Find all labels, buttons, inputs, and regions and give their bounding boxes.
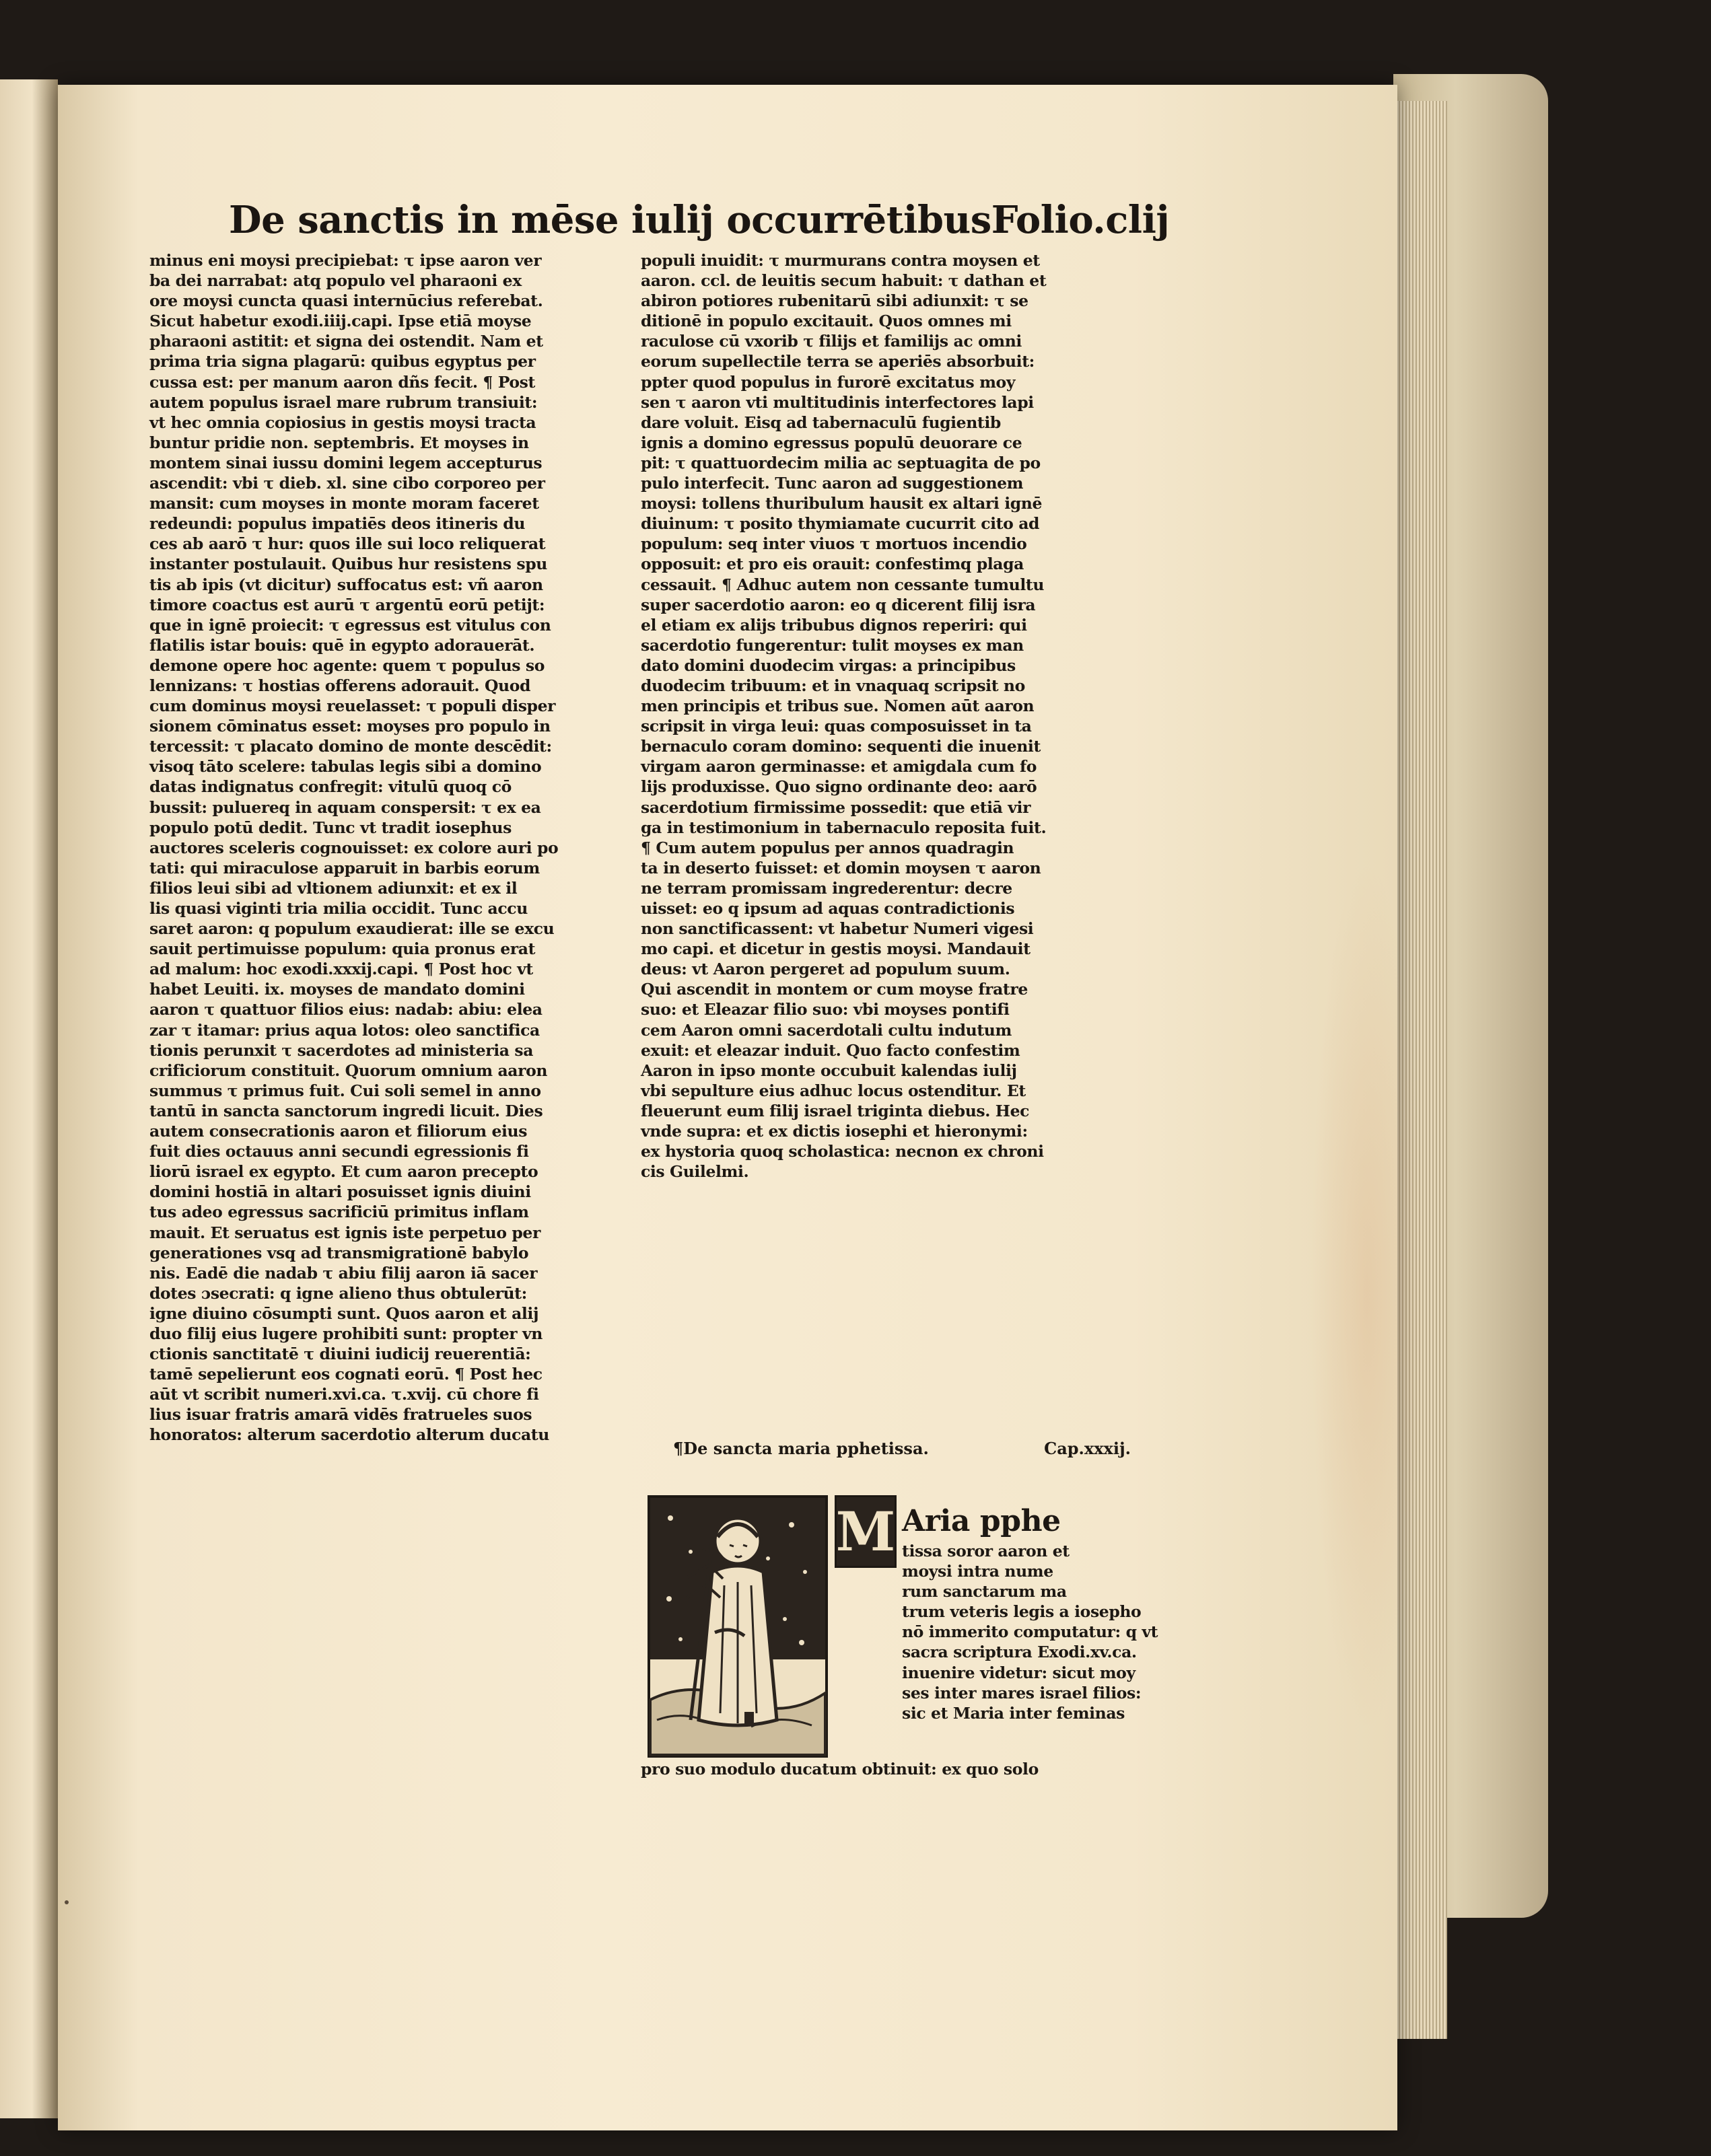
text-line: ditionē in populo excitauit. Quos omnes mi bbox=[641, 312, 1012, 331]
text-line: nis. Eadē die nadab τ abiu filij aaron iā sacer bbox=[149, 1263, 538, 1283]
margin-dot bbox=[65, 1900, 69, 1904]
text-line: igne diuino cōsumpti sunt. Quos aaron et alij bbox=[149, 1303, 539, 1323]
text-line: populum: seq inter viuos τ mortuos incendio bbox=[641, 534, 1027, 554]
text-line: cis Guilelmi. bbox=[641, 1162, 749, 1182]
initial-letter: M bbox=[835, 1500, 896, 1563]
text-line: super sacerdotio aaron: eo q dicerent filij isra bbox=[641, 595, 1036, 614]
text-line: mansit: cum moyses in monte moram faceret bbox=[149, 494, 539, 513]
text-line: sauit pertimuisse populum: quia pronus erat bbox=[149, 939, 536, 959]
text-line: que in ignē proiecit: τ egressus est vitulus con bbox=[149, 615, 551, 635]
text-line: autem consecrationis aaron et filiorum eius bbox=[149, 1122, 528, 1141]
text-line: fleuerunt eum filij israel triginta diebus. Hec bbox=[641, 1101, 1030, 1120]
text-line: lis quasi viginti tria milia occidit. Tunc accu bbox=[149, 899, 528, 918]
text-line: ta in deserto fuisset: et domin moysen τ aaron bbox=[641, 858, 1041, 877]
text-line: vt hec omnia copiosius in gestis moysi tracta bbox=[149, 412, 536, 432]
text-line: mauit. Et seruatus est ignis iste perpetuo per bbox=[149, 1223, 540, 1242]
text-line: fuit dies octauus anni secundi egressionis fi bbox=[149, 1142, 529, 1161]
text-line: moysi: tollens thuribulum hausit ex altari ignē bbox=[641, 494, 1043, 513]
text-line: dotes ɔsecrati: q igne alieno thus obtulerūt: bbox=[149, 1283, 527, 1303]
text-line: pit: τ quattuordecim milia ac septuagita de po bbox=[641, 453, 1041, 472]
text-line: habet Leuiti. ix. moyses de mandato domini bbox=[149, 980, 525, 999]
text-line: vbi sepulture eius adhuc locus ostenditur. Et bbox=[641, 1081, 1026, 1100]
chapter-text-line: tissa soror aaron et bbox=[902, 1542, 1070, 1560]
text-line: uisset: eo q ipsum ad aquas contradictionis bbox=[641, 899, 1015, 918]
chapter-text-line: trum veteris legis a iosepho bbox=[902, 1602, 1142, 1622]
text-line: duo filij eius lugere prohibiti sunt: propter vn bbox=[149, 1324, 543, 1343]
text-line: ctionis sanctitatē τ diuini iudicij reuerentiā: bbox=[149, 1344, 531, 1364]
text-line: men principis et tribus sue. Nomen aūt aaron bbox=[641, 696, 1035, 716]
text-line: bussit: puluereq in aquam conspersit: τ ex ea bbox=[149, 797, 541, 817]
chapter-text-line: ses inter mares israel filios: bbox=[902, 1683, 1142, 1702]
text-line: auctores sceleris cognouisset: ex colore auri po bbox=[149, 838, 559, 857]
text-line: vnde supra: et ex dictis iosephi et hieronymi: bbox=[641, 1122, 1028, 1141]
text-line: duodecim tribuum: et in vnaquaq scripsit no bbox=[641, 676, 1025, 695]
text-line: ore moysi cuncta quasi internūcius referebat. bbox=[149, 291, 543, 311]
text-line: eorum supellectile terra se aperiēs absorbuit: bbox=[641, 352, 1035, 371]
text-line: liorū israel ex egypto. Et cum aaron precepto bbox=[149, 1162, 538, 1182]
text-line: summus τ primus fuit. Cui soli semel in anno bbox=[149, 1081, 541, 1100]
text-line: ga in testimonium in tabernaculo reposita fuit. bbox=[641, 818, 1047, 837]
text-line: tati: qui miraculose apparuit in barbis eorum bbox=[149, 858, 540, 877]
text-line: autem populus israel mare rubrum transiuit: bbox=[149, 392, 538, 412]
chapter-number: Cap.xxxij. bbox=[1044, 1438, 1131, 1458]
text-line: raculose cū vxorib τ filijs et familijs ac omni bbox=[641, 332, 1022, 351]
chapter-text-line: pro suo modulo ducatum obtinuit: ex quo solo bbox=[641, 1760, 1039, 1778]
text-line: ad malum: hoc exodi.xxxij.capi. ¶ Post hoc vt bbox=[149, 960, 533, 979]
chapter-heading bbox=[673, 1436, 1131, 1460]
text-line: sacerdotio fungerentur: tulit moyses ex man bbox=[641, 635, 1024, 655]
text-line: populo potū dedit. Tunc vt tradit iosephus bbox=[149, 818, 512, 837]
text-line: opposuit: et pro eis orauit: confestimq plaga bbox=[641, 554, 1024, 574]
chapter-text-line: sic et Maria inter feminas bbox=[902, 1703, 1125, 1723]
woodcut-illustration bbox=[648, 1495, 828, 1758]
text-line: tamē sepelierunt eos cognati eorū. ¶ Post hec bbox=[149, 1365, 543, 1384]
left-text-column bbox=[149, 250, 626, 1445]
text-line: suo: et Eleazar filio suo: vbi moyses pontifi bbox=[641, 1000, 1010, 1019]
text-line: el etiam ex alijs tribubus dignos reperiri: qui bbox=[641, 615, 1027, 635]
text-line: cessauit. ¶ Adhuc autem non cessante tumultu bbox=[641, 575, 1045, 594]
chapter-text-line: moysi intra nume bbox=[902, 1562, 1053, 1581]
woodcut-saint-icon bbox=[650, 1498, 825, 1755]
text-line: aaron. ccl. de leuitis secum habuit: τ dathan et bbox=[641, 271, 1047, 291]
text-line: ascendit: vbi τ dieb. xl. sine cibo corporeo per bbox=[149, 474, 545, 493]
left-page-edge bbox=[0, 79, 58, 2118]
page-stain bbox=[1310, 859, 1424, 1733]
text-line: lennizans: τ hostias offerens adorauit. Quod bbox=[149, 676, 531, 695]
text-line: ba dei narrabat: atq populo vel pharaoni ex bbox=[149, 271, 522, 291]
text-line: cem Aaron omni sacerdotali cultu indutum bbox=[641, 1020, 1012, 1040]
text-line: virgam aaron germinasse: et amigdala cum fo bbox=[641, 757, 1037, 777]
text-line: populi inuidit: τ murmurans contra moysen et bbox=[641, 251, 1040, 270]
text-line: mo capi. et dicetur in gestis moysi. Mandauit bbox=[641, 939, 1031, 959]
text-line: dato domini duodecim virgas: a principibus bbox=[641, 655, 1016, 675]
right-text-column bbox=[641, 250, 1132, 1182]
chapter-text-line: sacra scriptura Exodi.xv.ca. bbox=[902, 1643, 1137, 1662]
text-line: prima tria signa plagarū: quibus egyptus per bbox=[149, 352, 536, 371]
text-line: generationes vsq ad transmigrationē babylo bbox=[149, 1243, 529, 1262]
text-line: tus adeo egressus sacrificiū primitus inflam bbox=[149, 1202, 529, 1222]
decorated-initial bbox=[835, 1495, 897, 1568]
text-line: exuit: et eleazar induit. Quo facto confestim bbox=[641, 1040, 1020, 1060]
text-line: tis ab ipis (vt dicitur) suffocatus est: vñ aaron bbox=[149, 575, 543, 594]
text-line: timore coactus est aurū τ argentū eorū petijt: bbox=[149, 595, 545, 614]
text-line: demone opere hoc agente: quem τ populus so bbox=[149, 655, 545, 675]
text-line: ne terram promissam ingrederentur: decre bbox=[641, 878, 1012, 898]
chapter-title: ¶De sancta maria pphetissa. bbox=[673, 1438, 929, 1458]
text-line: flatilis istar bouis: quē in egypto adorauerāt. bbox=[149, 635, 535, 655]
text-line: crificiorum constituit. Quorum omnium aaron bbox=[149, 1061, 548, 1080]
folio-number: Folio.clij bbox=[991, 198, 1170, 242]
text-line: Aaron in ipso monte occubuit kalendas iulij bbox=[641, 1061, 1017, 1080]
text-line: pulo interfecit. Tunc aaron ad suggestionem bbox=[641, 474, 1024, 493]
text-line: aūt vt scribit numeri.xvi.ca. τ.xvij. cū chore fi bbox=[149, 1385, 539, 1404]
text-line: diuinum: τ posito thymiamate cucurrit cito ad bbox=[641, 514, 1040, 534]
text-line: minus eni moysi precipiebat: τ ipse aaron ver bbox=[149, 251, 542, 270]
text-line: bernaculo coram domino: sequenti die inuenit bbox=[641, 737, 1041, 756]
text-line: ppter quod populus in furorē excitatus moy bbox=[641, 372, 1016, 392]
text-line: ex hystoria quoq scholastica: necnon ex chroni bbox=[641, 1142, 1044, 1161]
text-line: ignis a domino egressus populū deuorare ce bbox=[641, 433, 1022, 452]
chapter-text-line: inuenire videtur: sicut moy bbox=[902, 1663, 1136, 1682]
text-line: buntur pridie non. septembris. Et moyses in bbox=[149, 433, 529, 452]
text-line: cum dominus moysi reuelasset: τ populi disper bbox=[149, 696, 556, 716]
chapter-text-line: nō immerito computatur: q vt bbox=[902, 1622, 1158, 1642]
text-line: instanter postulauit. Quibus hur resistens spu bbox=[149, 554, 547, 574]
text-line: sionem cōminatus esset: moyses pro populo in bbox=[149, 717, 551, 736]
text-line: redeundi: populus impatiēs deos itineris du bbox=[149, 514, 525, 534]
text-line: filios leui sibi ad vltionem adiunxit: et ex il bbox=[149, 878, 518, 898]
text-line: saret aaron: q populum exaudierat: ille se excu bbox=[149, 919, 555, 939]
text-line: domini hostiā in altari posuisset ignis diuini bbox=[149, 1182, 531, 1202]
text-line: dare voluit. Eisq ad tabernaculū fugientib bbox=[641, 412, 1001, 432]
text-line: ces ab aarō τ hur: quos ille sui loco reliquerat bbox=[149, 534, 546, 554]
chapter-first-line: Aria pphe bbox=[902, 1504, 1061, 1538]
text-line: deus: vt Aaron pergeret ad populum suum. bbox=[641, 960, 1010, 979]
text-line: aaron τ quattuor filios eius: nadab: abiu: elea bbox=[149, 1000, 543, 1019]
text-line: montem sinai iussu domini legem accepturus bbox=[149, 453, 543, 472]
text-line: tantū in sancta sanctorum ingredi licuit. Dies bbox=[149, 1101, 543, 1120]
running-head-title: De sanctis in mēse iulij occurrētibus bbox=[229, 198, 991, 242]
chapter-text-line: rum sanctarum ma bbox=[902, 1582, 1067, 1602]
text-line: sen τ aaron vti multitudinis interfectores lapi bbox=[641, 392, 1034, 412]
text-line: tercessit: τ placato domino de monte descēdit: bbox=[149, 737, 552, 756]
text-line: honoratos: alterum sacerdotio alterum ducatu bbox=[149, 1425, 549, 1445]
chapter-text-below bbox=[641, 1759, 1132, 1779]
text-line: zar τ itamar: prius aqua lotos: oleo sanctifica bbox=[149, 1020, 540, 1040]
text-line: tionis perunxit τ sacerdotes ad ministeria sa bbox=[149, 1040, 534, 1060]
text-line: pharaoni astitit: et signa dei ostendit. Nam et bbox=[149, 332, 543, 351]
text-line: ¶ Cum autem populus per annos quadragin bbox=[641, 838, 1014, 857]
text-line: Sicut habetur exodi.iiij.capi. Ipse etiā moyse bbox=[149, 312, 532, 331]
running-head bbox=[229, 190, 1170, 250]
text-line: abiron potiores rubenitarū sibi adiunxit: τ se bbox=[641, 291, 1028, 311]
text-line: lijs produxisse. Quo signo ordinante deo: aarō bbox=[641, 777, 1037, 797]
text-line: cussa est: per manum aaron dñs fecit. ¶ Post bbox=[149, 372, 535, 392]
chapter-text-beside-woodcut bbox=[902, 1541, 1158, 1723]
text-line: Qui ascendit in montem or cum moyse fratre bbox=[641, 980, 1028, 999]
text-line: scripsit in virga leui: quas composuisset in ta bbox=[641, 717, 1032, 736]
text-line: lius isuar fratris amarā vidēs fratrueles suos bbox=[149, 1405, 532, 1425]
text-line: visoq tāto scelere: tabulas legis sibi a domino bbox=[149, 757, 542, 777]
text-line: datas indignatus confregit: vitulū quoq cō bbox=[149, 777, 512, 797]
text-line: sacerdotium firmissime possedit: que etiā vir bbox=[641, 797, 1031, 817]
text-line: non sanctificassent: vt habetur Numeri vigesi bbox=[641, 919, 1034, 939]
